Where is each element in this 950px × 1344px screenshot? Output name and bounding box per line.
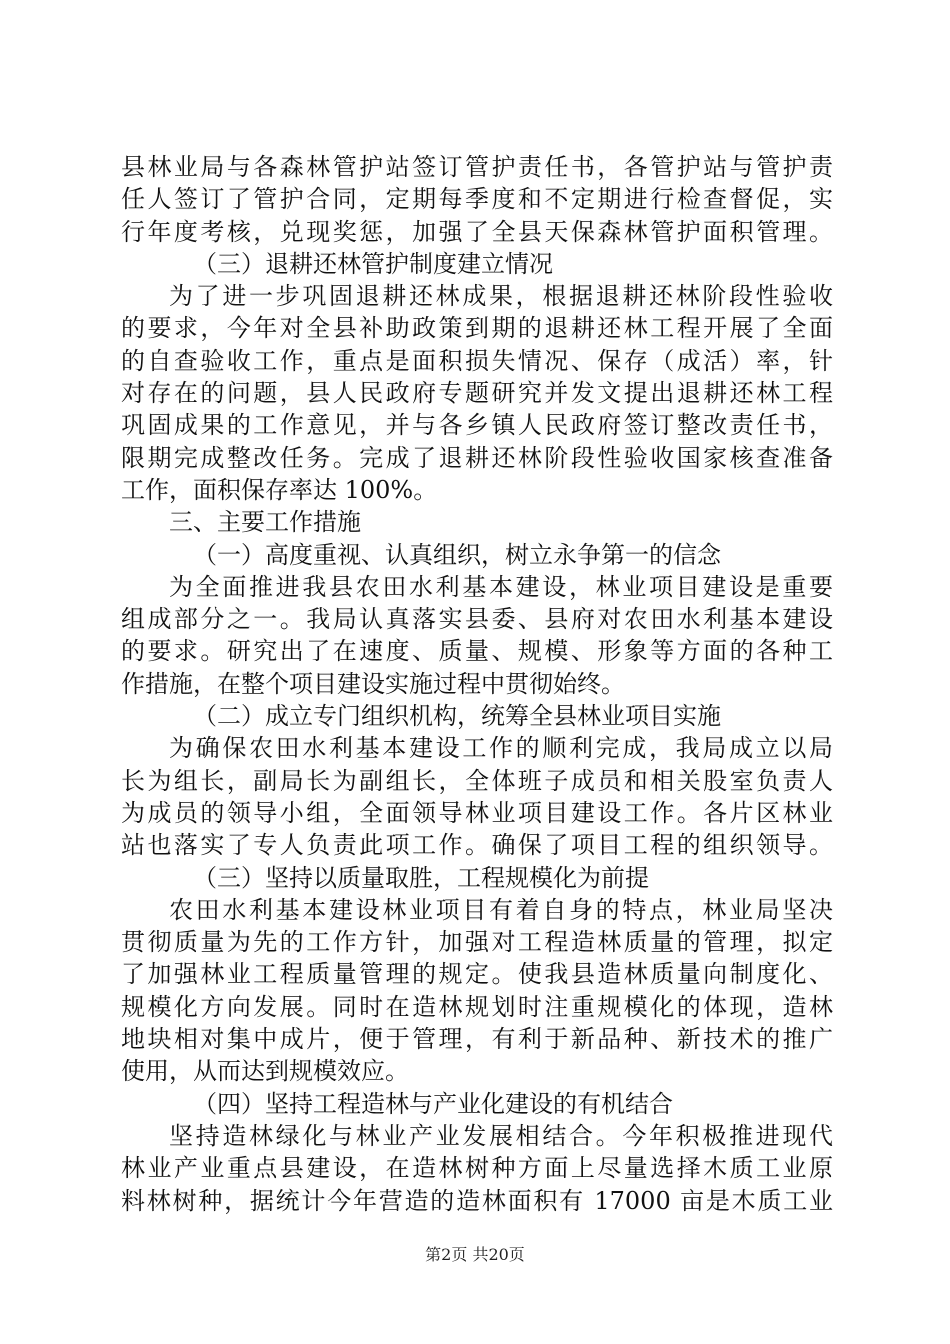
text-line: 组成部分之一。我局认真落实县委、县府对农田水利基本建设: [121, 605, 833, 634]
text-line: 使用，从而达到规模效应。: [121, 1057, 409, 1086]
text-line: 对存在的问题，县人民政府专题研究并发文提出退耕还林工程: [121, 379, 833, 408]
text-line: 规模化方向发展。同时在造林规划时注重规模化的体现，造林: [121, 992, 833, 1021]
text-line: 任人签订了管护合同，定期每季度和不定期进行检查督促，实: [121, 185, 833, 214]
text-line: 贯彻质量为先的工作方针，加强对工程造林质量的管理，拟定: [121, 928, 833, 957]
text-line: 限期完成整改任务。完成了退耕还林阶段性验收国家核查准备: [121, 443, 833, 472]
text-line: 行年度考核，兑现奖惩，加强了全县天保森林管护面积管理。: [121, 217, 833, 246]
text-line: 的要求。研究出了在速度、质量、规模、形象等方面的各种工: [121, 637, 833, 666]
text-line: （三）坚持以质量取胜，工程规模化为前提: [193, 863, 649, 892]
text-line: （四）坚持工程造林与产业化建设的有机结合: [193, 1089, 673, 1118]
text-line: 工作，面积保存率达 100%。: [121, 475, 438, 504]
document-body: [121, 151, 833, 1217]
text-line: 了加强林业工程质量管理的规定。使我县造林质量向制度化、: [121, 960, 833, 989]
text-line: 的自查验收工作，重点是面积损失情况、保存（成活）率，针: [121, 346, 833, 375]
text-line: （三）退耕还林管护制度建立情况: [193, 249, 553, 278]
text-line: 县林业局与各森林管护站签订管护责任书，各管护站与管护责: [121, 153, 833, 181]
text-line: 为了进一步巩固退耕还林成果，根据退耕还林阶段性验收: [169, 282, 833, 311]
text-line: 农田水利基本建设林业项目有着自身的特点，林业局坚决: [169, 895, 833, 924]
page-indicator: 第2页 共20页: [425, 1245, 525, 1264]
text-line: （一）高度重视、认真组织，树立永争第一的信念: [193, 540, 721, 569]
text-line: 三、主要工作措施: [169, 508, 361, 537]
text-line: 巩固成果的工作意见，并与各乡镇人民政府签订整改责任书，: [121, 411, 833, 440]
text-line: 的要求，今年对全县补助政策到期的退耕还林工程开展了全面: [121, 314, 833, 343]
text-line: 为成员的领导小组，全面领导林业项目建设工作。各片区林业: [121, 798, 833, 827]
text-line: 地块相对集中成片，便于管理，有利于新品种、新技术的推广: [121, 1025, 833, 1054]
text-line: 长为组长，副局长为副组长，全体班子成员和相关股室负责人: [121, 766, 833, 795]
text-line: 林业产业重点县建设，在造林树种方面上尽量选择木质工业原: [121, 1154, 833, 1183]
text-line: 作措施，在整个项目建设实施过程中贯彻始终。: [121, 669, 625, 698]
text-line: 为全面推进我县农田水利基本建设，林业项目建设是重要: [169, 572, 833, 601]
text-line: 料林树种，据统计今年营造的造林面积有 17000 亩是木质工业: [121, 1186, 833, 1215]
text-line: 坚持造林绿化与林业产业发展相结合。今年积极推进现代: [169, 1121, 833, 1150]
text-line: （二）成立专门组织机构，统筹全县林业项目实施: [193, 702, 721, 731]
text-line: 为确保农田水利基本建设工作的顺利完成，我局成立以局: [169, 734, 833, 763]
page-footer: [0, 1245, 950, 1265]
text-line: 站也落实了专人负责此项工作。确保了项目工程的组织领导。: [121, 831, 833, 860]
